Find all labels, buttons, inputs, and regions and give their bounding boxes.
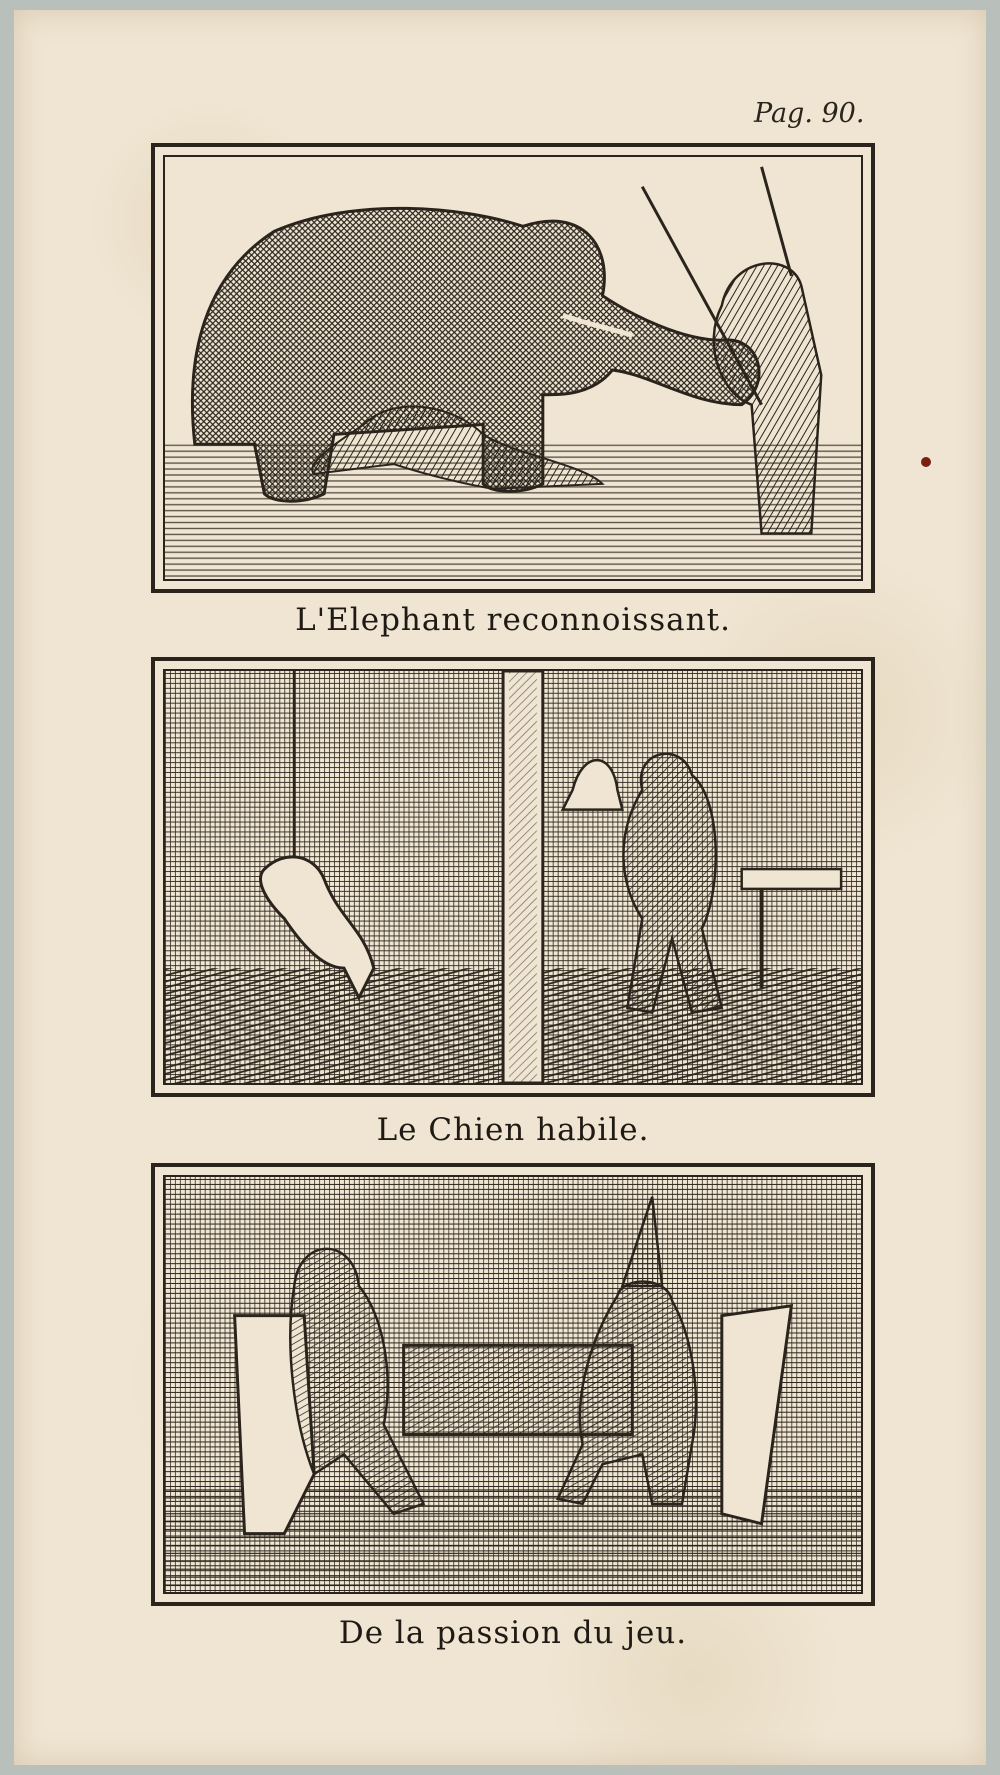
gambling-engraving bbox=[165, 1177, 861, 1592]
elephant-engraving bbox=[165, 157, 861, 579]
table bbox=[742, 869, 841, 889]
engraving-gambling-plate bbox=[151, 1163, 875, 1606]
caption-elephant: L'Elephant reconnoissant. bbox=[295, 602, 731, 638]
engraving-elephant-plate bbox=[151, 143, 875, 593]
door-frame bbox=[509, 671, 537, 1083]
ink-spot bbox=[921, 457, 931, 467]
dog-engraving bbox=[165, 671, 861, 1083]
print-sheet bbox=[14, 10, 986, 1765]
caption-dog: Le Chien habile. bbox=[376, 1112, 650, 1148]
caption-gambling: De la passion du jeu. bbox=[338, 1615, 688, 1651]
page-number: Pag. 90. bbox=[754, 98, 865, 129]
engraving-dog-plate bbox=[151, 657, 875, 1097]
